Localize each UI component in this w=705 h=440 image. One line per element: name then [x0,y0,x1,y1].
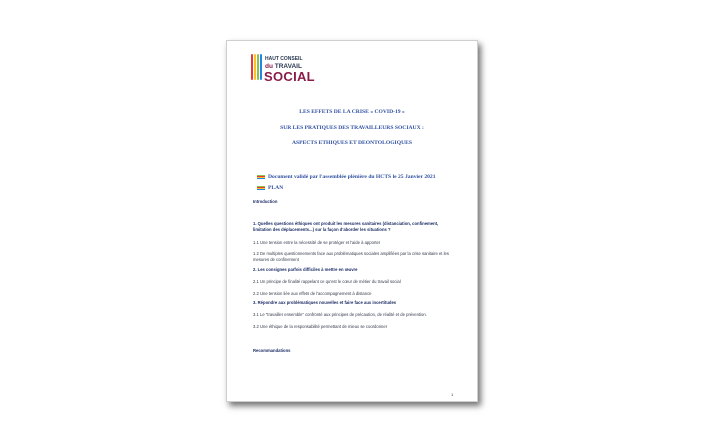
plan-item-1-2: 1.2 De multiples questionnements face aux problématiques sociales amplifiées par la crise sanitaire et les mesures de confinement [253,251,449,262]
logo-line-1: HAUT CONSEIL [265,56,303,62]
validation-note [257,174,436,180]
logo-bar-4 [260,54,262,80]
document-title-line-3: ASPECTS ETHIQUES ET DEONTOLOGIQUES [292,140,412,146]
validation-note-text: Document validé par l'assemblée plénière du HCTS le 25 Janvier 2021 [268,174,436,180]
plan-item-2-1: 2.1 Un principe de finalité rappelant ce qu'est le cœur de métier du travail social [253,279,401,284]
plan-recommandations: Recommandations [253,348,291,353]
plan-item-3-1: 3.1 Le "travailler ensemble" confronté aux principes de précaution, de réalité et de prévention. [253,312,427,317]
logo-bar-3 [257,54,259,80]
document-title-line-2: SUR LES PRATIQUES DES TRAVAILLEURS SOCIAUX : [280,125,424,131]
logo-line-2-word: TRAVAIL [274,63,302,70]
document-title-line-1: LES EFFETS DE LA CRISE « COVID-19 » [299,109,405,115]
plan-item-1-1: 1.1 Une tension entre la nécessité de se protéger et l'aide à apporter [253,240,381,245]
document-page [226,40,478,402]
plan-heading-text: PLAN [268,185,284,191]
bullet-icon [257,186,265,190]
page-number: 1 [451,392,454,397]
logo-bar-2 [254,54,256,80]
hcts-logo [251,53,331,91]
logo-line-2-prefix: du [265,63,275,70]
plan-section-3: 3. Répondre aux problématiques nouvelles et faire face aux incertitudes [253,300,397,305]
plan-introduction: Introduction [253,199,278,204]
plan-item-2-2: 2.2 Une tension liée aux effets de l'accompagnement à distance [253,291,372,296]
plan-item-3-2: 3.2 Une éthique de la responsabilité permettant de mieux se coordonner [253,324,388,329]
logo-bar-1 [251,54,253,80]
logo-line-3: SOCIAL [264,69,315,84]
plan-heading [257,185,283,191]
plan-section-2: 2. Les consignes parfois difficiles à mettre en œuvre [253,267,358,272]
bullet-icon [257,175,265,179]
plan-section-1: 1. Quelles questions éthiques ont produit les mesures sanitaires (distanciation, confinement, limitation des déplacements...) sur la façon d'aborder les situations ? [253,221,439,232]
